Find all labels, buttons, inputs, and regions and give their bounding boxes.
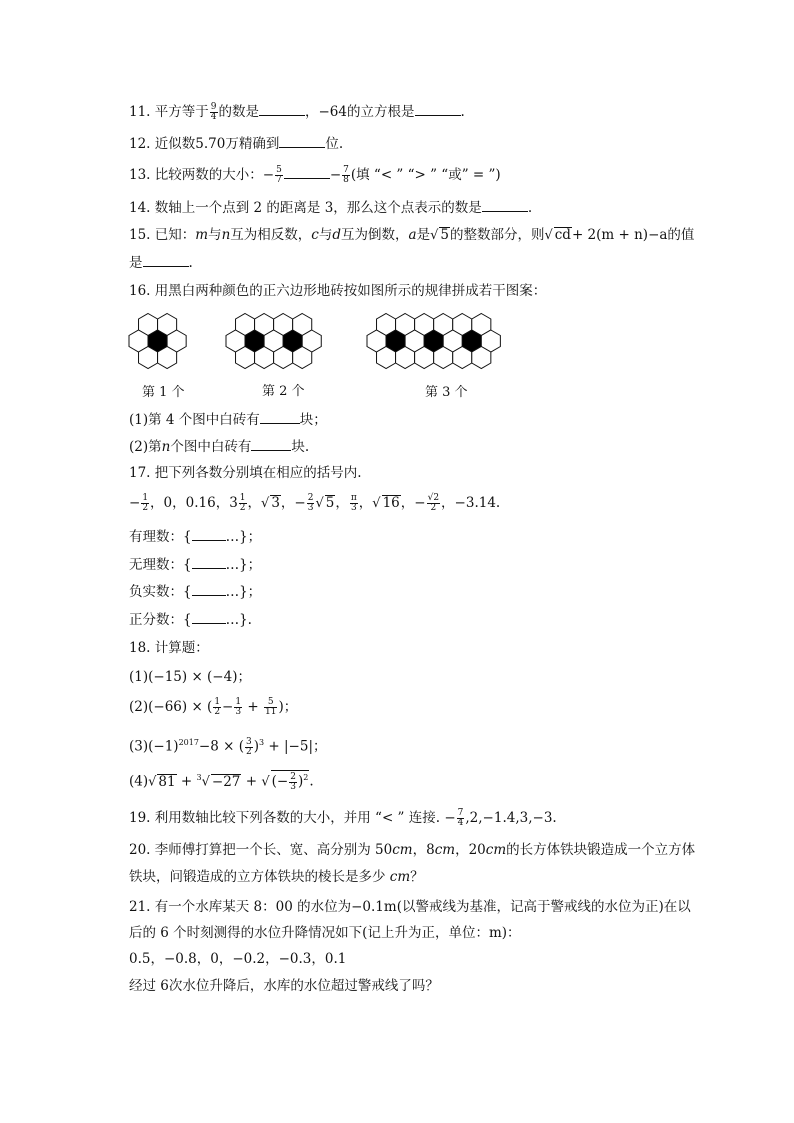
hexagon-pattern-1	[128, 310, 200, 372]
water-level-changes: 0.5，−0.8，0，−0.2，−0.3，0.1	[129, 951, 347, 967]
white-tile	[472, 347, 491, 369]
question-11: 11. 平方等于 $\frac{9}{4}$ 的数是 ，−64的立方根是 .	[129, 102, 465, 122]
question-15: 15. 已知：m与n互为相反数，c与d互为倒数，a是√ 5的整数部分，则√ cd+ 2(m + n)−a的值	[129, 227, 695, 243]
question-20-continued: 铁块，问锻造成的立方体铁块的棱长是多少 cm？	[129, 869, 424, 885]
question-15-continued: 是 .	[129, 252, 193, 273]
white-tile	[158, 347, 177, 369]
calc-4: (4)√ 81 + $^3$√ −27 + √ (− $\frac{2}{3}$ )$^2$.	[129, 771, 314, 792]
fraction: $\frac{9}{4}$	[210, 102, 217, 122]
answer-blank[interactable]	[482, 197, 528, 212]
answer-blank[interactable]	[192, 526, 226, 541]
answer-blank[interactable]	[143, 252, 189, 267]
answer-blank[interactable]	[279, 133, 325, 148]
white-tile	[377, 347, 396, 369]
radical-sign: √	[430, 228, 439, 243]
negative-real-row: 负实数：{ …}；	[129, 581, 261, 602]
radical-sign: √	[544, 228, 553, 243]
hexagon-pattern-2	[225, 310, 335, 372]
white-tile	[255, 347, 274, 369]
answer-blank[interactable]	[192, 581, 226, 596]
answer-blank[interactable]	[251, 436, 291, 451]
question-21: 21. 有一个水库某天 8：00 的水位为−0.1m(以警戒线为基准，记高于警戒线的水位为正)在以	[129, 899, 691, 915]
question-16-part-2: (2)第n个图中白砖有 块.	[129, 436, 309, 457]
figure-caption-2: 第 2 个	[262, 384, 305, 399]
hexagon-pattern-3	[366, 310, 514, 372]
white-tile	[293, 347, 312, 369]
figure-caption-1: 第 1 个	[142, 385, 185, 400]
number-list: − $\frac{1}{2}$ ，0，0.16，3 $\frac{1}{2}$ ，√ 3，− $\frac{2}{3}$ √ 5， $\frac{\pi}{3}$ ，√ 16，− $\frac{√2}{2}$ ，−3.14.	[129, 493, 501, 513]
question-17: 17. 把下列各数分别填在相应的括号内.	[129, 465, 362, 481]
white-tile	[274, 347, 293, 369]
fraction: $\frac{7}{8}$	[343, 165, 349, 185]
answer-blank[interactable]	[260, 409, 300, 424]
answer-blank[interactable]	[259, 101, 305, 116]
question-12: 12. 近似数5.70万精确到 位.	[129, 133, 343, 154]
white-tile	[139, 347, 158, 369]
white-tile	[396, 347, 415, 369]
answer-blank[interactable]	[284, 164, 330, 179]
question-18: 18. 计算题：	[129, 640, 209, 656]
question-14: 14. 数轴上一个点到 2 的距离是 3，那么这个点表示的数是 .	[129, 197, 532, 218]
white-tile	[236, 347, 255, 369]
rational-row: 有理数：{ …}；	[129, 526, 261, 547]
calc-1: (1)(−15) × (−4)；	[129, 669, 251, 685]
question-16-part-1: (1)第 4 个图中白砖有 块；	[129, 409, 327, 430]
fraction: $\frac{5}{7}$	[276, 165, 282, 185]
answer-blank[interactable]	[192, 609, 226, 624]
calc-2: (2)(−66) × ( $\frac{1}{2}$ − $\frac{1}{3}$ + $\frac{5}{11}$ )；	[129, 697, 298, 717]
answer-blank[interactable]	[192, 554, 226, 569]
question-21-line-4: 经过 6次水位升降后，水库的水位超过警戒线了吗？	[129, 978, 439, 994]
question-19: 19. 利用数轴比较下列各数的大小，并用 “< ” 连接. − $\frac{7}{4}$ ,2,−1.4,3,−3.	[129, 808, 557, 828]
question-16: 16. 用黑白两种颜色的正六边形地砖按如图所示的规律拼成若干图案：	[129, 283, 547, 299]
figure-caption-3: 第 3 个	[425, 385, 468, 400]
positive-fraction-row: 正分数：{ …}.	[129, 609, 252, 630]
irrational-row: 无理数：{ …}；	[129, 554, 261, 575]
question-21-line-2: 后的 6 个时刻测得的水位升降情况如下(记上升为正，单位：m)：	[129, 925, 521, 941]
white-tile	[434, 347, 453, 369]
white-tile	[415, 347, 434, 369]
calc-3: $(3)(-1)^{2017}-8$ × ( $\frac{3}{2}$ )$^3$ + |−5|；	[129, 736, 327, 757]
question-20: 20. 李师傅打算把一个长、宽、高分别为 50cm，8cm，20cm的长方体铁块锻造成一个立方体	[129, 842, 696, 858]
answer-blank[interactable]	[415, 101, 461, 116]
white-tile	[453, 347, 472, 369]
question-13: 13. 比较两数的大小：− $\frac{5}{7}$ − $\frac{7}{8}$ (填 “< ” “> ” “或” = ”)	[129, 165, 501, 185]
